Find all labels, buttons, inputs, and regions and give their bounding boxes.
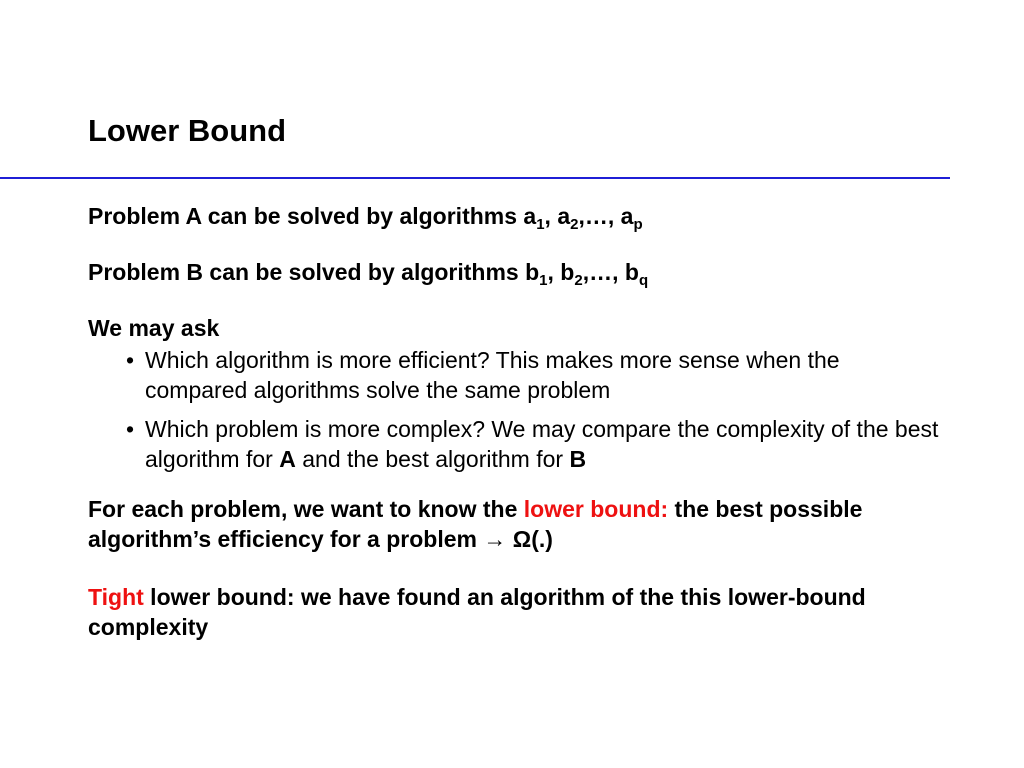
problem-a-line	[88, 201, 948, 231]
lower-bound-paragraph	[88, 494, 948, 554]
problem-b-text: Problem B can be solved by algorithms b	[88, 259, 540, 285]
lower-bound-prefix: For each problem, we want to know the	[88, 496, 524, 522]
tight-highlight: Tight	[88, 584, 144, 610]
problem-b-text: , b	[547, 259, 575, 285]
bullet-text: and the best algorithm for	[295, 446, 570, 472]
bullet-text: Which problem is more complex? We may compare the complexity of the best algorithm for	[145, 416, 939, 472]
slide-title: Lower Bound	[88, 113, 287, 148]
slide-body	[88, 201, 948, 642]
list-item	[88, 414, 948, 474]
subscript: q	[638, 272, 649, 289]
problem-b-line	[88, 257, 948, 287]
problem-a-text: , a	[544, 203, 571, 229]
bullet-glyph: •	[126, 347, 135, 373]
question-list	[88, 345, 948, 474]
omega-notation: Ω(.)	[506, 526, 553, 552]
tight-suffix: lower bound: we have found an algorithm of the this lower-bound complexity	[88, 584, 866, 640]
subscript: 2	[574, 272, 583, 289]
arrow-right-icon: →	[483, 526, 507, 552]
bullet-text: Which algorithm is more efficient? This makes more sense when the compared algorithms solve the same problem	[145, 347, 840, 403]
problem-a-ref: A	[279, 446, 296, 472]
problem-b-text: ,…, b	[582, 259, 639, 285]
bullet-glyph: •	[126, 416, 135, 442]
tight-paragraph	[88, 582, 948, 642]
lower-bound-suffix: the best possible algorithm’s efficiency for a problem	[88, 496, 863, 552]
subscript: 1	[539, 272, 548, 289]
problem-a-text: Problem A can be solved by algorithms a	[88, 203, 537, 229]
lower-bound-highlight: lower bound:	[523, 496, 669, 522]
subscript: 1	[536, 216, 545, 233]
subscript: 2	[570, 216, 579, 233]
problem-b-ref: B	[569, 446, 587, 472]
title-divider	[0, 177, 950, 179]
subscript: p	[633, 216, 643, 233]
list-item	[88, 345, 948, 405]
problem-a-text: ,…, a	[578, 203, 634, 229]
ask-heading: We may ask	[88, 315, 220, 341]
